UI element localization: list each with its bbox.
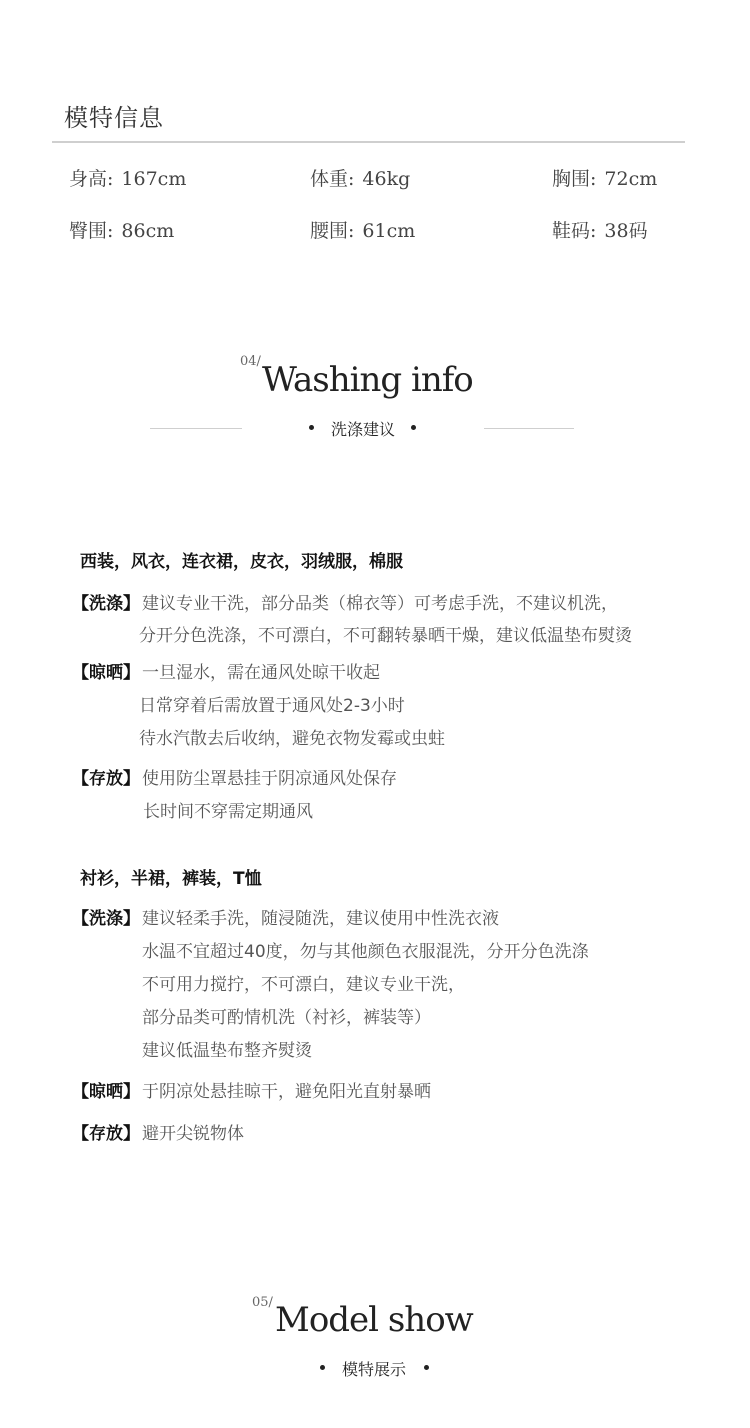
bullet-dot: [424, 1365, 429, 1370]
spec-hip: [69, 216, 174, 243]
care-text-line: 长时间不穿需定期通风: [143, 802, 313, 822]
section-title: Washing info: [262, 360, 473, 400]
care-text-line: 待水汽散去后收纳，避免衣物发霉或虫蛀: [139, 729, 445, 749]
care-tag-dry: 【晾晒】: [72, 663, 140, 683]
care-text-line: 于阴凉处悬挂晾干，避免阳光直射暴晒: [142, 1082, 431, 1102]
spec-label: 身高:: [69, 168, 114, 190]
spec-label: 腰围:: [310, 220, 355, 242]
section-subtitle: 洗涤建议: [331, 420, 396, 439]
care-text-line: 建议低温垫布整齐熨烫: [142, 1041, 312, 1061]
care-text-line: 日常穿着后需放置于通风处2-3小时: [139, 696, 405, 716]
spec-value: 167cm: [121, 168, 187, 190]
care-text-line: 一旦湿水，需在通风处晾干收起: [142, 663, 380, 683]
care-text-line: 分开分色洗涤，不可漂白，不可翻转暴晒干燥，建议低温垫布熨烫: [139, 626, 632, 646]
spec-waist: [310, 216, 415, 243]
header-line-right: [484, 428, 574, 429]
care-text-line: 建议轻柔手洗，随浸随洗，建议使用中性洗衣液: [142, 909, 499, 929]
header-line-left: [150, 428, 242, 429]
spec-value: 46kg: [362, 168, 411, 190]
spec-value: 72cm: [604, 168, 658, 190]
care-text-line: 部分品类可酌情机洗（衬衫，裤装等）: [142, 1008, 431, 1028]
care-tag-wash: 【洗涤】: [72, 909, 140, 929]
care-tag-storage: 【存放】: [72, 769, 140, 789]
care-text-line: 避开尖锐物体: [142, 1124, 244, 1144]
bullet-dot: [411, 425, 416, 430]
care-text-line: 建议专业干洗，部分品类（棉衣等）可考虑手洗，不建议机洗，: [142, 594, 618, 614]
spec-weight: [310, 164, 410, 191]
spec-label: 臀围:: [69, 220, 114, 242]
bullet-dot: [309, 425, 314, 430]
model-info-title: 模特信息: [64, 104, 164, 132]
care-tag-storage: 【存放】: [72, 1124, 140, 1144]
spec-shoe-size: [552, 216, 648, 243]
care-text-line: 使用防尘罩悬挂于阴凉通风处保存: [142, 769, 397, 789]
spec-label: 鞋码:: [552, 220, 597, 242]
section-number: 04/: [240, 354, 261, 369]
care-text-line: 不可用力搅拧，不可漂白，建议专业干洗，: [142, 975, 465, 995]
care-text-line: 水温不宜超过40度，勿与其他颜色衣服混洗，分开分色洗涤: [142, 942, 589, 962]
bullet-dot: [320, 1365, 325, 1370]
spec-value: 61cm: [362, 220, 416, 242]
section-title: Model show: [275, 1300, 473, 1340]
care-tag-wash: 【洗涤】: [72, 594, 140, 614]
spec-value: 38码: [604, 220, 648, 242]
spec-label: 体重:: [310, 168, 355, 190]
section-subtitle: 模特展示: [342, 1360, 407, 1379]
spec-height: [69, 164, 186, 191]
section-number: 05/: [252, 1295, 273, 1310]
spec-value: 86cm: [121, 220, 175, 242]
spec-bust: [552, 164, 657, 191]
care-category-title: 西装，风衣，连衣裙，皮衣，羽绒服，棉服: [80, 552, 403, 572]
model-info-divider: [52, 141, 685, 143]
care-category-title: 衬衫，半裙，裤装，T恤: [80, 869, 262, 889]
spec-label: 胸围:: [552, 168, 597, 190]
care-tag-dry: 【晾晒】: [72, 1082, 140, 1102]
